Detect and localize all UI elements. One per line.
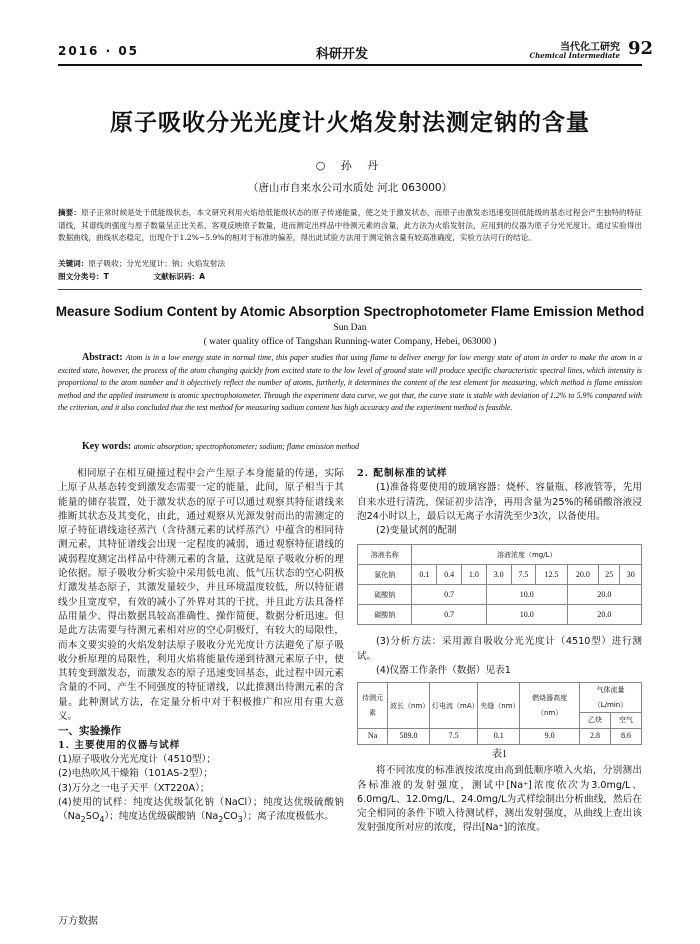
method-paragraph: (3)分析方法：采用源自吸收分光光度计（4510型）进行测试。 bbox=[357, 636, 642, 662]
table-header-cell: 波长（nm） bbox=[388, 683, 430, 729]
table-caption: 表1 bbox=[492, 748, 507, 760]
table-row bbox=[358, 545, 642, 565]
table-cell: 硫酸钠 bbox=[358, 585, 412, 605]
section-name: 科研开发 bbox=[316, 47, 369, 62]
table-cell: 碳酸钠 bbox=[358, 605, 412, 625]
subsection-heading-2: 2. 配制标准的试样 bbox=[357, 468, 448, 479]
affiliation-en: ( water quality office of Tangshan Running-water Company, Hebei, 063000 ) bbox=[203, 337, 497, 347]
table-header-cell: 夹缝（nm） bbox=[478, 683, 520, 729]
doc-code-label: 文献标识码： bbox=[153, 272, 200, 281]
instrument-item-3: (3)万分之一电子天平（XT220A）； bbox=[58, 782, 210, 794]
table-cell: 2.8 bbox=[579, 728, 610, 744]
journal-name-cn: 当代化工研究 bbox=[560, 42, 620, 53]
table-cell: Na bbox=[358, 728, 388, 744]
table-row bbox=[358, 585, 642, 605]
table-row bbox=[358, 683, 642, 713]
table-cell: 0.7 bbox=[412, 605, 486, 625]
table-header-cell: 气体流量（L/min） bbox=[579, 683, 641, 713]
table-cell: 25 bbox=[599, 565, 620, 585]
table-row bbox=[358, 728, 642, 744]
table-cell: 20.0 bbox=[567, 565, 598, 585]
table-cell: 0.4 bbox=[437, 565, 462, 585]
table-cell: 30 bbox=[620, 565, 642, 585]
table-cell: 12.5 bbox=[536, 565, 567, 585]
table-header-cell: 乙炔 bbox=[579, 712, 610, 728]
affiliation-cn: （唐山市自来水公司水质处 河北 063000） bbox=[247, 182, 453, 194]
paper-title-cn: 原子吸收分光光度计火焰发射法测定钠的含量 bbox=[110, 110, 590, 136]
table-cell: 20.0 bbox=[567, 605, 641, 625]
subsection-heading-1: 1. 主要使用的仪器与试样 bbox=[58, 739, 181, 751]
keywords-en: Key words: atomic absorption; spectrophotometer; sodium; flame emission method bbox=[82, 441, 360, 452]
keywords-label-cn: 关键词： bbox=[58, 259, 89, 268]
author-en: Sun Dan bbox=[333, 323, 367, 333]
keywords-text-en: atomic absorption; spectrophotometer; sodium; flame emission method bbox=[133, 442, 360, 451]
procedure-paragraph: 将不同浓度的标准液按浓度由高到低顺序喷入火焰，分别测出各标准液的发射强度，测试中[Na⁺]浓度依次为3.0mg/L、6.0mg/L、12.0mg/L、24.0mg/L为式样绘制出分析曲线，然后在完全相同的条件下喷入待测试样，测出发射强度，从曲线上查出该发射强度所对应的浓度，得出[Na⁺]的浓度。 bbox=[357, 765, 642, 834]
table-cell: 3.0 bbox=[486, 565, 511, 585]
left-column bbox=[58, 467, 344, 827]
reagent-table bbox=[357, 544, 642, 625]
abstract-rule bbox=[58, 289, 642, 290]
table-cell: 589.0 bbox=[388, 728, 430, 744]
table-cell: 7.5 bbox=[511, 565, 536, 585]
table-cell: 0.1 bbox=[412, 565, 437, 585]
instrument-item-2: (2)电热吹风干燥箱（101AS-2型）； bbox=[58, 768, 213, 780]
table-cell: 10.0 bbox=[486, 605, 567, 625]
table-cell: 9.0 bbox=[520, 728, 580, 744]
table-cell: 1.0 bbox=[462, 565, 487, 585]
instrument-item-4: (4)使用的试样：纯度达优级氯化钠（NaCl）；纯度达优级硫酸钠$(Na_2SO_4)$；纯度达优级碳酸钠$(Na_2CO_3)$；离子浓度极低水。 bbox=[58, 796, 344, 825]
keywords-label-en: Key words bbox=[82, 441, 128, 452]
abstract-en: Abstract: Atom is in a low energy state in normal time, this paper studies that using flame to deliver energy for low energy state of atom in order to make the atom in a excited state, however, the process of the atom changing quickly from excited state to the low level of ground state will produce specific characteristic spectral lines, which intensity is proportional to the atom number and it objectively reflect the number of atoms, furtherly, it determines the content of the test element for measuring, which method is flame emission method and the applied instrument is atomic spectrophotometer. Through the experiment data curve, we got that, the curve state is stable with deviation of 1.2% to 5.9% compared with the criterion, and it also concluded that the test method for measuring sodium content has high accuracy and the experiment method is feasible. bbox=[58, 352, 642, 413]
instrument-item-1: (1)原子吸收分光光度计（4510型）； bbox=[58, 753, 216, 765]
table-header-cell: 溶液名称 bbox=[358, 545, 412, 565]
table-header-cell: 溶液浓度（mg/L） bbox=[412, 545, 642, 565]
table-cell: 8.6 bbox=[610, 728, 641, 744]
table-cell: 7.5 bbox=[430, 728, 478, 744]
issue-date: 2016 · 05 bbox=[58, 44, 140, 58]
table-cell: 10.0 bbox=[486, 585, 567, 605]
table-header-cell: 空气 bbox=[610, 712, 641, 728]
abstract-text-en: Atom is in a low energy state in normal time, this paper studies that using flame to deliver energy for low energy state of atom in order to make the atom in a excited state, however, the process of the atom changing quickly from excited state to the low level of ground state will produce specific characteristic spectral lines, which intensity is proportional to the atom number and it objectively reflect the number of atoms, furtherly, it determines the content of the test element for measuring, which method is flame emission method and the applied instrument is atomic spectrophotometer. Through the experiment data curve, we got that, the curve state is stable with deviation of 1.2% to 5.9% compared with the criterion, and it also concluded that the test method for measuring sodium content has high accuracy and the experiment method is feasible. bbox=[58, 353, 642, 413]
intro-paragraph: 相同原子在相互碰撞过程中会产生原子本身能量的传递，实际上原子从基态转变到激发态需要一定的能量，此间，原子相当于其能量的储存装置，处于激发状态的原子可以通过观察其特征谱线来推断其状态及其变化，由此，通过观察从光源发射而出的需测定的原子特征谱线途径蒸汽（含待测元素的试样蒸汽）中蕴含的相同待测元素，其特征谱线会出现一定程度的减弱，通过观察特征谱线的减弱程度测定出样品中待测元素的含量，这就是原子吸收分析的理论依据。原子吸收分析实验中采用低电流、低气压状态的空心阴极灯激发基态原子，其激发量较少，并且环境温度较低，所以特征谱线少且宽度窄，有效的减小了外界对其的干扰，并且此方法具备样品用量少、得出数据具较高准确性、操作简便、数据分析迅速。但是此方法需要与待测元素相对应的空心阴极灯，有较大的局限性，而本文要实验的火焰发射法原子吸收分光光度计方法避免了原子吸收分析原理的局限性，利用火焰将能量传递到待测元素原子中，使其转变到激发态，而激发态的原子迅速变回基态，此过程中因元素含量的不同，产生不同强度的特征谱线，以此推测出待测元素的含量。此种测试方法，在定量分析中对于积极推广和应用有重大意义。 bbox=[58, 468, 344, 723]
abstract-text-cn: 原子正常时候是处于低能级状态，本文研究利用火焰给低能级状态的原子传递能量，使之处于激发状态，而原子由激发态迅速变回低能级的基态过程会产生独特的特征谱线，其谱线的强度与原子数量呈正比关系，客观反映原子数量，进而测定出样品中待测元素的含量，此方法为火焰发射法，应用到的仪器为原子分光光度计。通过实验得出数据曲线，曲线状态稳定，出现介于1.2%~5.9%的相对于标准的偏差，得出此试验方法用于测定钠含量有较高准确度，实验方法可行的结论。 bbox=[58, 208, 642, 243]
table-header-cell: 燃烧器高度（nm） bbox=[520, 683, 580, 729]
footer-source: 万方数据 bbox=[58, 916, 98, 927]
glassware-paragraph: (1)准备将要使用的玻璃容器：烧杯、容量瓶、移液管等，先用自来水进行清洗，保证初步洁净，再用含量为25%的稀硝酸溶液浸泡24小时以上，最后以无离子水清洗至少3次，以备使用。 bbox=[357, 482, 642, 522]
abstract-label-en: Abstract bbox=[82, 352, 120, 363]
page-number: 92 bbox=[628, 38, 654, 59]
table-cell: 0.1 bbox=[478, 728, 520, 744]
classification-line bbox=[58, 271, 642, 282]
keywords-cn bbox=[58, 258, 642, 269]
section-heading-1: 一、实验操作 bbox=[58, 725, 121, 738]
right-column bbox=[357, 467, 642, 836]
reagent-paragraph: (2)变量试剂的配制 bbox=[376, 525, 457, 537]
journal-name-en: Chemical Intermediate bbox=[529, 51, 620, 60]
doc-code-value: A bbox=[199, 272, 206, 281]
table-cell: 0.7 bbox=[412, 585, 486, 605]
author-cn: ○ 孙 丹 bbox=[315, 159, 385, 172]
paper-title-en: Measure Sodium Content by Atomic Absorption Spectrophotometer Flame Emission Method bbox=[55, 304, 645, 319]
table-row bbox=[358, 605, 642, 625]
keywords-text-cn: 原子吸收；分光光度计；钠；火焰发射法 bbox=[88, 259, 226, 268]
header-rule bbox=[58, 64, 642, 66]
table-header-cell: 灯电流（mA） bbox=[430, 683, 478, 729]
conditions-table bbox=[357, 682, 642, 745]
table-header-cell: 待测元素 bbox=[358, 683, 388, 729]
abstract-label-cn: 摘要： bbox=[58, 208, 82, 217]
abstract-cn bbox=[58, 207, 642, 245]
clc-value: T bbox=[103, 272, 109, 281]
conditions-paragraph: (4)仪器工作条件（数据）见表1 bbox=[376, 665, 511, 677]
table-cell: 氯化钠 bbox=[358, 565, 412, 585]
clc-label: 图文分类号： bbox=[58, 272, 104, 281]
table-cell: 20.0 bbox=[567, 585, 641, 605]
table-row bbox=[358, 565, 642, 585]
